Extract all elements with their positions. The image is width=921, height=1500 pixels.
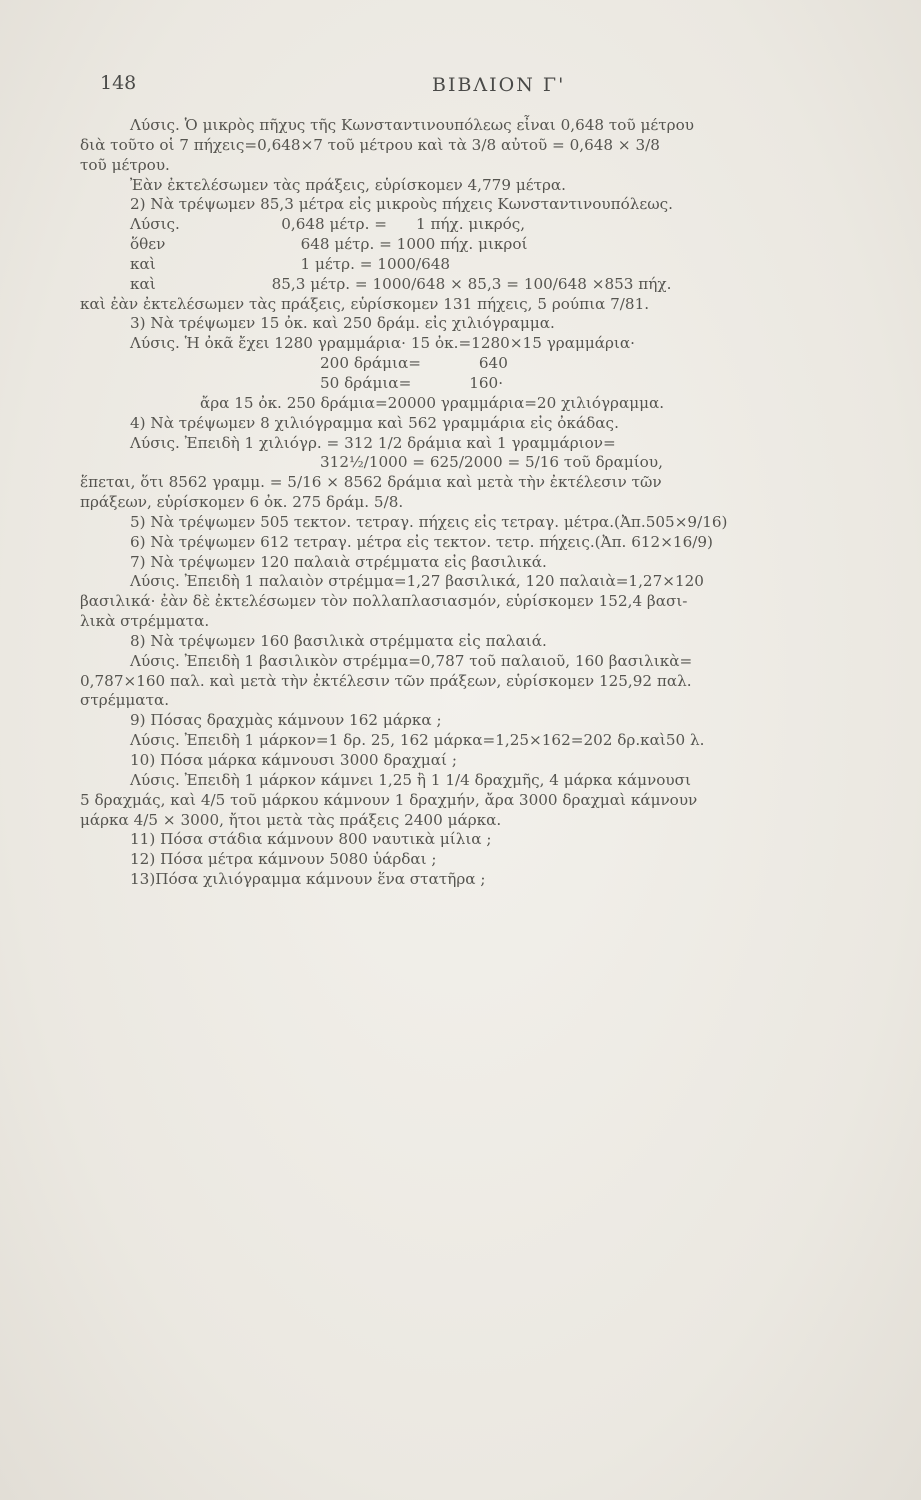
text-line: ἄρα 15 ὀκ. 250 δράμια=20000 γραμμάρια=20 χιλιόγραμμα. [200, 393, 665, 412]
body-text [80, 118, 902, 892]
text-line: διὰ τοῦτο οἱ 7 πήχεις=0,648×7 τοῦ μέτρου καὶ τὰ 3/8 αὐτοῦ = 0,648 × 3/8 [80, 135, 660, 154]
text-line: 200 δράμια= 640 [320, 354, 508, 373]
text-line: καὶ 1 μέτρ. = 1000/648 [130, 254, 451, 273]
text-line: 312½/1000 = 625/2000 = 5/16 τοῦ δραμίου, [320, 453, 663, 472]
text-line: 9) Πόσας δραχμὰς κάμνουν 162 μάρκα ; [130, 711, 442, 730]
text-line: 11) Πόσα στάδια κάμνουν 800 ναυτικὰ μίλια ; [130, 830, 492, 849]
text-line: Λύσις. Ὁ μικρὸς πῆχυς τῆς Κωνσταντινουπόλεως εἶναι 0,648 τοῦ μέτρου [130, 116, 694, 134]
text-line: βασιλικά· ἐὰν δὲ ἐκτελέσωμεν τὸν πολλαπλασιασμόν, εὑρίσκομεν 152,4 βασι- [80, 592, 688, 611]
text-line: Λύσις. Ἡ ὀκᾶ ἔχει 1280 γραμμάρια· 15 ὀκ.=1280×15 γραμμάρια· [130, 334, 635, 353]
text-line: Λύσις. Ἐπειδὴ 1 βασιλικὸν στρέμμα=0,787 τοῦ παλαιοῦ, 160 βασιλικὰ= [130, 651, 693, 670]
text-line: Λύσις. Ἐπειδὴ 1 παλαιὸν στρέμμα=1,27 βασιλικά, 120 παλαιὰ=1,27×120 [130, 572, 704, 591]
page-number: 148 [100, 72, 137, 94]
text-line: 0,787×160 παλ. καὶ μετὰ τὴν ἐκτέλεσιν τῶν πράξεων, εὑρίσκομεν 125,92 παλ. [80, 671, 692, 690]
text-line: πράξεων, εὑρίσκομεν 6 ὀκ. 275 δράμ. 5/8. [80, 493, 404, 512]
text-line: 13)Πόσα χιλιόγραμμα κάμνουν ἕνα στατῆρα ; [130, 870, 486, 889]
text-line: 8) Νὰ τρέψωμεν 160 βασιλικὰ στρέμματα εἰς παλαιά. [130, 631, 547, 650]
text-line: Λύσις. Ἐπειδὴ 1 μάρκον κάμνει 1,25 ἢ 1 1/4 δραχμῆς, 4 μάρκα κάμνουσι [130, 770, 691, 789]
text-line: 10) Πόσα μάρκα κάμνουσι 3000 δραχμαί ; [130, 751, 457, 769]
text-line: ἕπεται, ὅτι 8562 γραμμ. = 5/16 × 8562 δράμια καὶ μετὰ τὴν ἐκτέλεσιν τῶν [80, 473, 662, 492]
text-line: τοῦ μέτρου. [80, 155, 170, 174]
text-line: 12) Πόσα μέτρα κάμνουν 5080 ὑάρδαι ; [130, 850, 437, 869]
text-line: 6) Νὰ τρέψωμεν 612 τετραγ. μέτρα εἰς τεκτον. τετρ. πήχεις.(Ἀπ. 612×16/9) [130, 532, 713, 551]
page-header [0, 72, 921, 102]
text-line: Ἐὰν ἐκτελέσωμεν τὰς πράξεις, εὑρίσκομεν 4,779 μέτρα. [130, 175, 566, 194]
running-head: ΒΙΒΛΙΟΝ Γ' [432, 74, 566, 96]
text-line: Λύσις. 0,648 μέτρ. = 1 πήχ. μικρός, [130, 215, 526, 234]
text-line: 5 δραχμάς, καὶ 4/5 τοῦ μάρκου κάμνουν 1 δραχμήν, ἄρα 3000 δραχμαὶ κάμνουν [80, 790, 698, 809]
text-line: Λύσις. Ἐπειδὴ 1 μάρκον=1 δρ. 25, 162 μάρκα=1,25×162=202 δρ.καὶ50 λ. [130, 731, 705, 750]
text-line: καὶ ἐὰν ἐκτελέσωμεν τὰς πράξεις, εὑρίσκομεν 131 πήχεις, 5 ρούπια 7/81. [80, 294, 650, 313]
text-line: 7) Νὰ τρέψωμεν 120 παλαιὰ στρέμματα εἰς βασιλικά. [130, 552, 547, 571]
text-line: 5) Νὰ τρέψωμεν 505 τεκτον. τετραγ. πήχεις εἰς τετραγ. μέτρα.(Ἀπ.505×9/16) [130, 512, 728, 531]
text-line: 4) Νὰ τρέψωμεν 8 χιλιόγραμμα καὶ 562 γραμμάρια εἰς ὀκάδας. [130, 413, 619, 432]
text-line: 50 δράμια= 160· [320, 373, 504, 392]
text-line: λικὰ στρέμματα. [80, 612, 210, 631]
text-line: ὅθεν 648 μέτρ. = 1000 πήχ. μικροί [130, 235, 528, 254]
text-line: 2) Νὰ τρέψωμεν 85,3 μέτρα εἰς μικροὺς πήχεις Κωνσταντινουπόλεως. [130, 195, 673, 214]
text-line: 3) Νὰ τρέψωμεν 15 ὀκ. καὶ 250 δράμ. εἰς χιλιόγραμμα. [130, 314, 555, 333]
text-line: μάρκα 4/5 × 3000, ἤτοι μετὰ τὰς πράξεις 2400 μάρκα. [80, 810, 502, 829]
text-line: στρέμματα. [80, 691, 170, 710]
text-line: Λύσις. Ἐπειδὴ 1 χιλιόγρ. = 312 1/2 δράμια καὶ 1 γραμμάριον= [130, 433, 616, 452]
text-line: καὶ 85,3 μέτρ. = 1000/648 × 85,3 = 100/648 ×853 πήχ. [130, 274, 672, 293]
